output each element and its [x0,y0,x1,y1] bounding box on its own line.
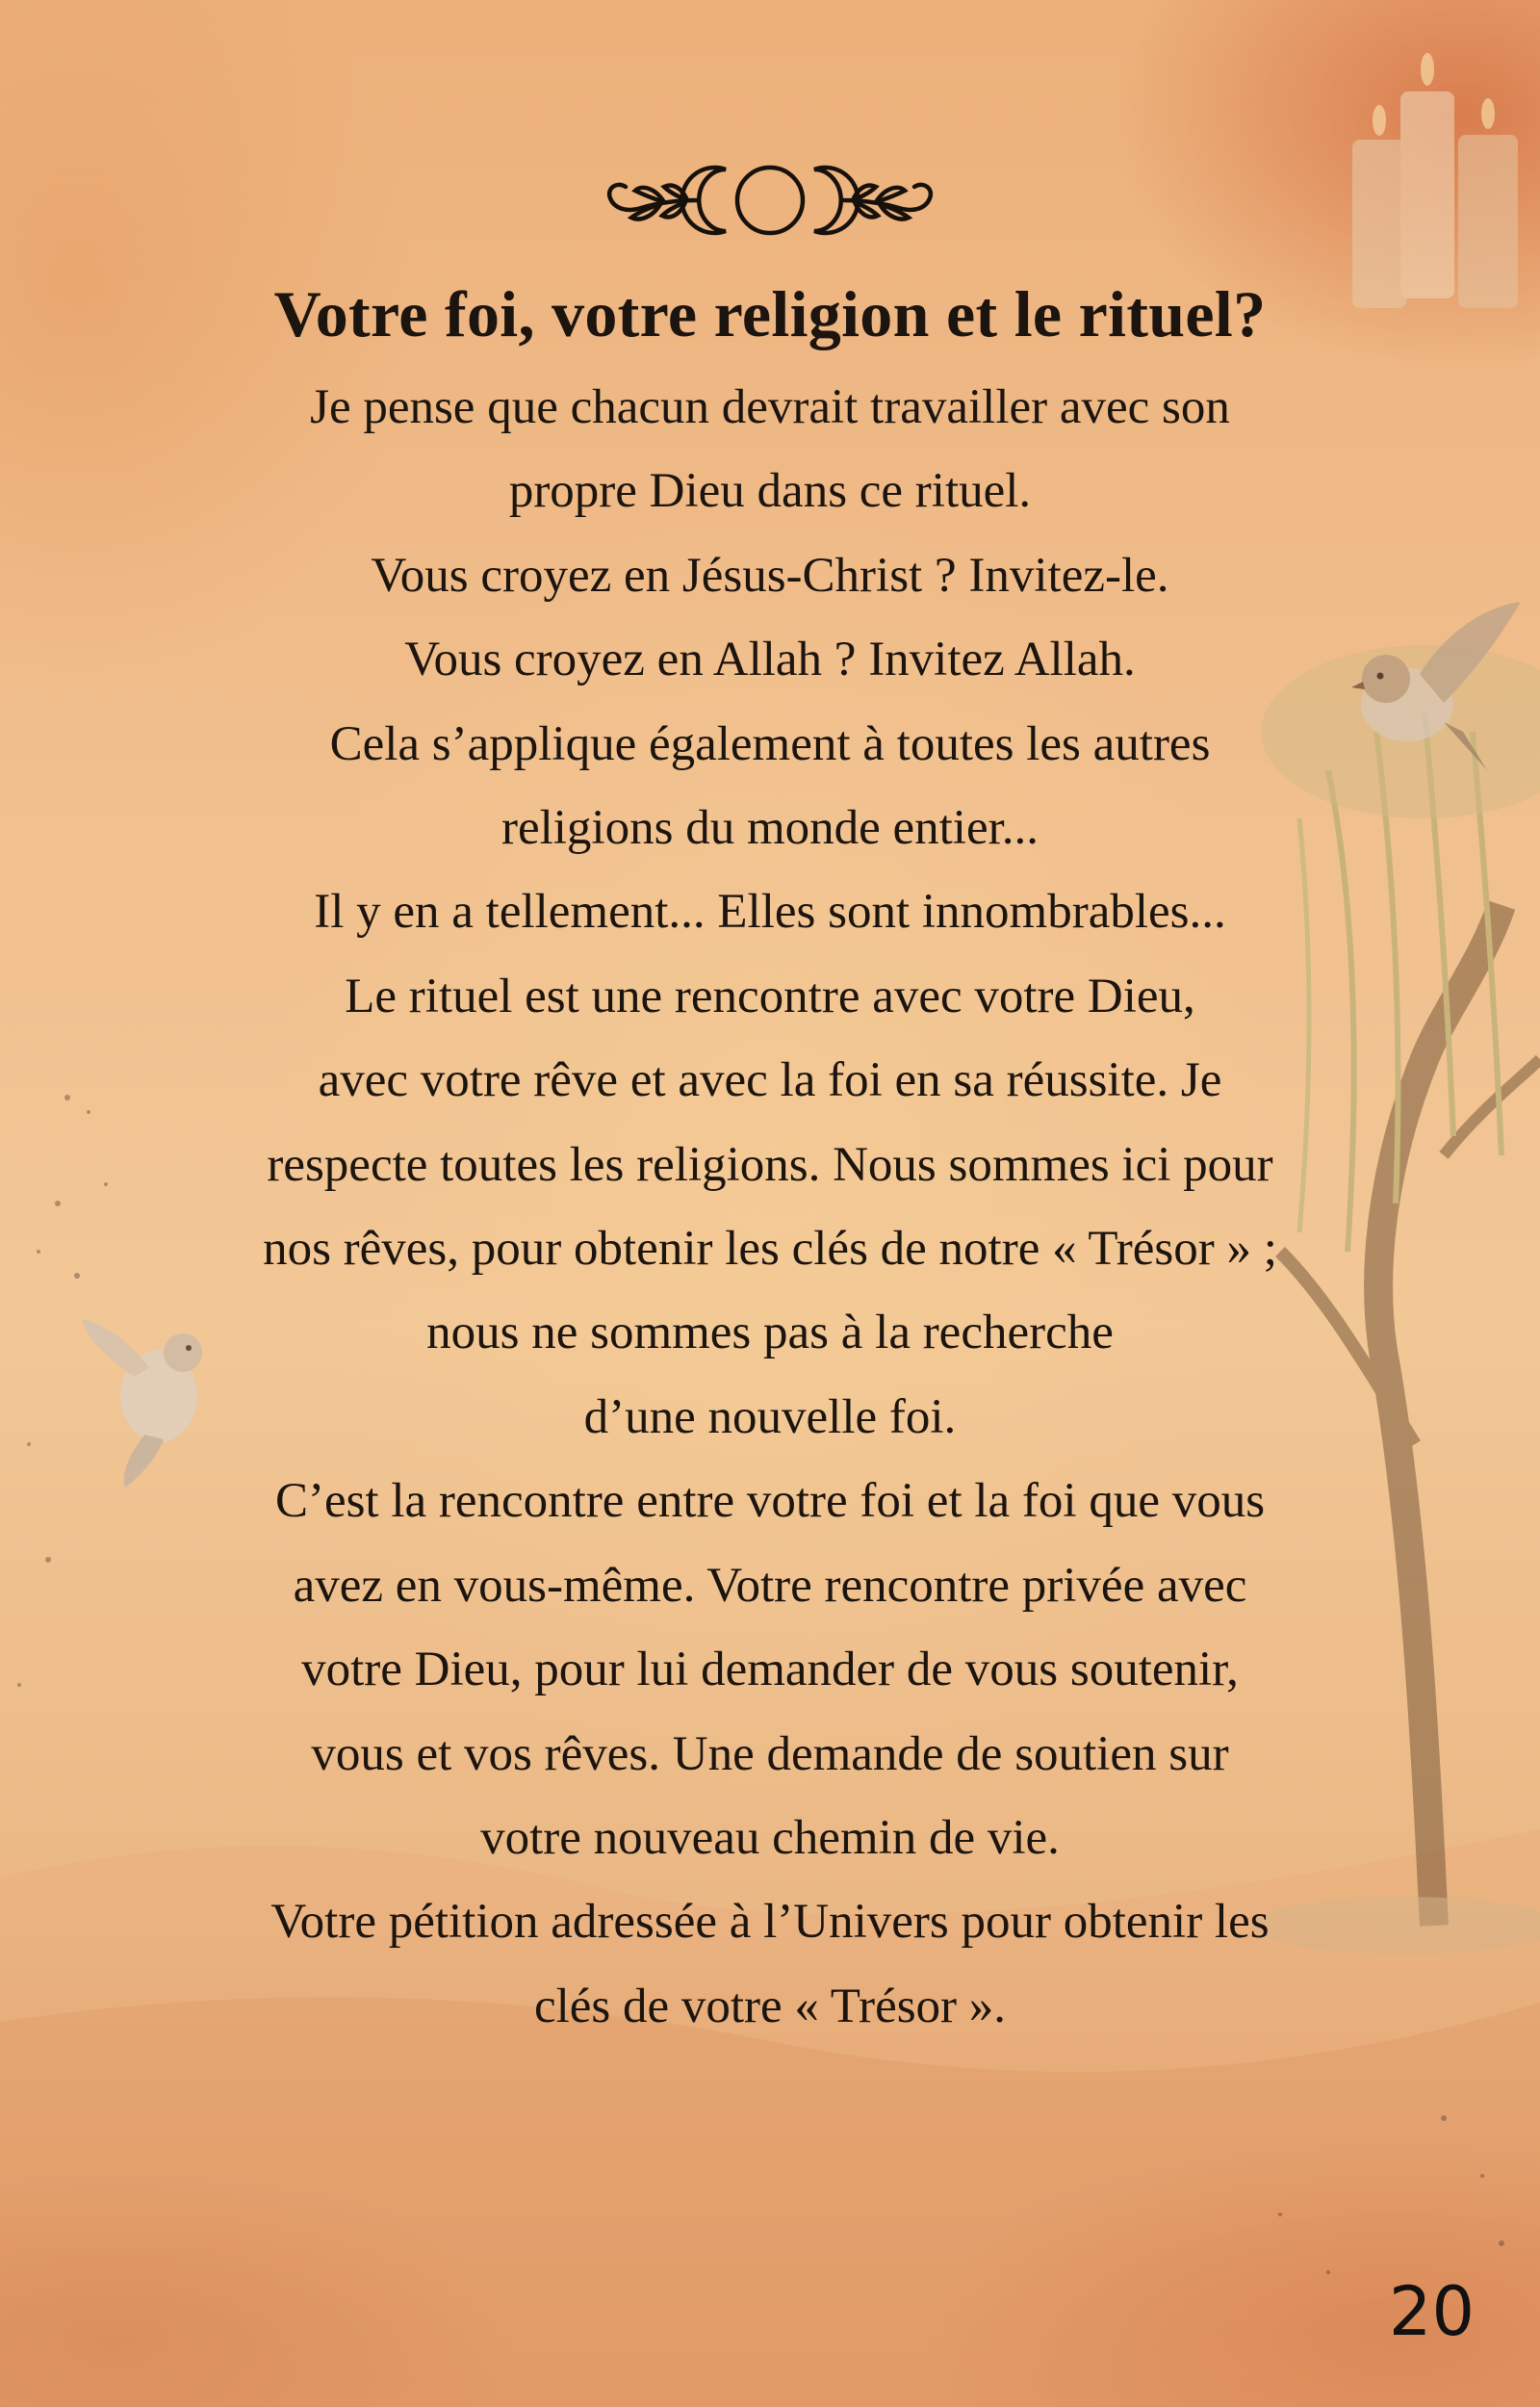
text-line: avez en vous-même. Votre rencontre privée avec [293,1558,1247,1613]
page-content [144,144,1396,2049]
body-paragraph [144,366,1396,2049]
text-line: clés de votre « Trésor ». [533,1979,1007,2033]
text-line: Votre pétition adressée à l’Univers pour obtenir les [270,1895,1270,1950]
floral-moon-ornament-icon [597,144,943,258]
text-line: Le rituel est une rencontre avec votre Dieu, [345,969,1195,1023]
text-line: Vous croyez en Allah ? Invitez Allah. [404,633,1136,687]
text-line: Cela s’applique également à toutes les autres [329,716,1211,771]
text-line: Il y en a tellement... Elles sont innombrables... [314,885,1226,940]
page-title: Votre foi, votre religion et le rituel? [273,277,1267,350]
page-number: 20 [1388,2272,1475,2351]
text-line: nos rêves, pour obtenir les clés de notre « Trésor » ; [263,1222,1277,1277]
text-line: propre Dieu dans ce rituel. [508,464,1032,519]
text-line: Je pense que chacun devrait travailler avec son [310,380,1230,434]
text-line: avec votre rêve et avec la foi en sa réussite. Je [318,1053,1222,1108]
text-line: d’une nouvelle foi. [583,1389,957,1444]
text-line: votre nouveau chemin de vie. [480,1810,1060,1865]
text-line: religions du monde entier... [500,801,1040,856]
text-line: vous et vos rêves. Une demande de soutien sur [311,1726,1229,1781]
text-line: Vous croyez en Jésus-Christ ? Invitez-le. [371,548,1169,603]
text-line: nous ne sommes pas à la recherche [426,1306,1114,1360]
text-line: respecte toutes les religions. Nous sommes ici pour [267,1137,1273,1192]
text-line: C’est la rencontre entre votre foi et la foi que vous [274,1474,1266,1529]
text-line: votre Dieu, pour lui demander de vous soutenir, [301,1643,1239,1697]
